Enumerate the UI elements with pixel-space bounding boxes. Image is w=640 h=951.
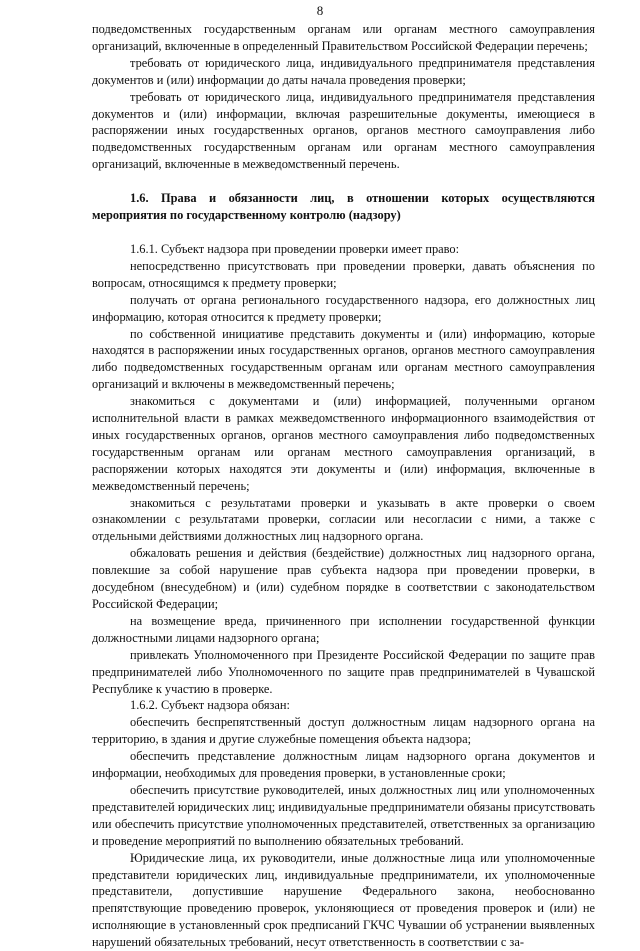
- rights-item: привлекать Уполномоченного при Президенте Российской Федерации по защите прав предпринимателей либо Уполномоченного по защите прав предпринимателей в Чувашской Республике к участию в проверке.: [92, 647, 595, 696]
- section-heading: 1.6. Права и обязанности лиц, в отношении которых осуществляются мероприятия по государственному контролю (надзору): [92, 191, 595, 223]
- rights-item: знакомиться с документами и (или) информацией, полученными органом исполнительной власти в рамках межведомственного информационного взаимодействия от иных государственных органов, органов местного самоуправления либо подведомственных государственным органам или органам местного самоуправления организаций, в распоряжении которых находятся эти документы и (или) информация, включенные в межведомственный перечень;: [92, 394, 595, 493]
- spacer: [92, 173, 595, 190]
- rights-item: непосредственно присутствовать при проведении проверки, давать объяснения по вопросам, относящимся к предмету проверки;: [92, 258, 595, 290]
- duties-item: Юридические лица, их руководители, иные должностные лица или уполномоченные представители юридических лиц, индивидуальные предприниматели, их уполномоченные представители, допустившие нарушение Федерального закона, необоснованно препятствующие проведению проверок, уклоняющиеся от проведения проверок и (или) не исполняющие в установленный срок предписаний ГКЧС Чувашии об устранении выявленных нарушений обязательных требований, несут ответственность в соответствии с за-: [92, 850, 595, 950]
- lead-paragraph-1: подведомственных государственным органам или органам местного самоуправления организаций, включенные в определенный Правительством Российской Федерации перечень;: [92, 22, 595, 53]
- rights-item: обжаловать решения и действия (бездействие) должностных лиц надзорного органа, повлекшие за собой нарушение прав субъекта надзора при проведении проверки, в досудебном (внесудебном) и (или) судебном порядке в соответствии с законодательством Российской Федерации;: [92, 546, 595, 611]
- duties-intro: 1.6.2. Субъект надзора обязан:: [130, 698, 290, 713]
- rights-item: получать от органа регионального государственного надзора, его должностных лиц информацию, которая относится к предмету проверки;: [92, 292, 595, 324]
- duties-item: обеспечить представление должностным лицам надзорного органа документов и информации, необходимых для проведения проверки, в установленные сроки;: [92, 749, 595, 781]
- rights-item: по собственной инициативе представить документы и (или) информацию, которые находятся в распоряжении иных государственных органов, органов местного самоуправления либо подведомственных государственным органам или органам местного самоуправления организаций и включены в межведомственный перечень;: [92, 326, 595, 392]
- page-body: [92, 21, 595, 951]
- duties-item: обеспечить присутствие руководителей, иных должностных лиц или уполномоченных представителей юридических лиц; индивидуальные предприниматели обязаны присутствовать или обеспечить присутствие уполномоченных представителей, ответственных за организацию и проведение мероприятий по выполнению обязательных требований.: [92, 782, 595, 848]
- lead-paragraph-3: требовать от юридического лица, индивидуального предпринимателя представления документов и (или) информации, включая разрешительные документы, имеющиеся в распоряжении иных государственных органов, органов местного самоуправления либо подведомственных государственным органам или органам местного самоуправления организаций, включенные в межведомственный перечень.: [92, 89, 595, 172]
- duties-item: обеспечить беспрепятственный доступ должностным лицам надзорного органа на территорию, в здания и другие служебные помещения объекта надзора;: [92, 715, 595, 747]
- rights-item: знакомиться с результатами проверки и указывать в акте проверки о своем ознакомлении с результатами проверки, согласии или несогласии с ними, а также с отдельными действиями должностных лиц надзорного органа.: [92, 495, 595, 544]
- spacer: [92, 224, 595, 241]
- rights-item: на возмещение вреда, причиненного при исполнении государственной функции должностными лицами надзорного органа;: [92, 613, 595, 645]
- rights-intro: 1.6.1. Субъект надзора при проведении проверки имеет право:: [130, 241, 460, 256]
- lead-paragraph-2: требовать от юридического лица, индивидуального предпринимателя представления документов и (или) информации до даты начала проведения проверки;: [92, 55, 595, 87]
- page-number: 8: [316, 3, 324, 18]
